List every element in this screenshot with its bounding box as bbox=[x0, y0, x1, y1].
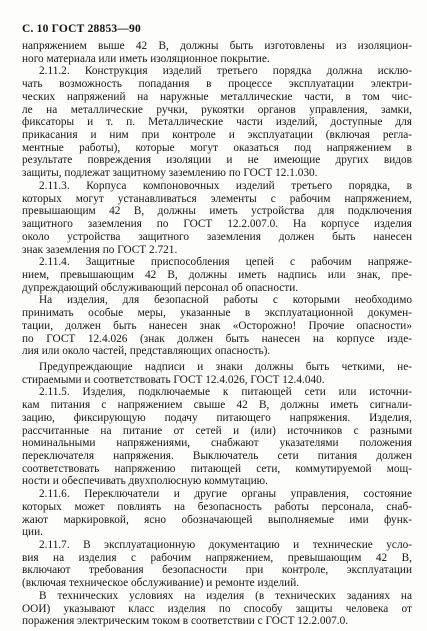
text-line: 2.11.6. Переключатели и другие органы управления, состояние bbox=[39, 488, 412, 501]
text-line: поражения электрическим током в соответствии с ГОСТ 12.2.007.0. bbox=[22, 615, 349, 628]
text-line: лия или около частей, представляющих опасность). bbox=[22, 345, 271, 358]
text-line: стираемыми и соответствовать ГОСТ 12.4.026, ГОСТ 12.4.040. bbox=[22, 373, 325, 386]
text-line: вия на изделия с рабочим напряжением, превышающим 42 В, bbox=[22, 551, 412, 564]
text-line: ции. bbox=[22, 526, 43, 539]
text-line: около устройства защитного заземления должен быть нанесен bbox=[22, 230, 412, 243]
text-line: (включая техническое обслуживание) и ремонте изделий. bbox=[22, 577, 300, 590]
text-line: фиксаторы и т. п. Металлические части изделий, доступные для bbox=[22, 116, 412, 129]
text-line: знак заземления по ГОСТ 2.721. bbox=[22, 243, 178, 256]
text-line: превышающим 42 В, должны иметь устройства для подключения bbox=[22, 205, 412, 218]
text-line: 2.11.4. Защитные приспособления цепей с рабочим напряже- bbox=[39, 256, 412, 269]
text-line: которых может повлиять на безопасность работы персонала, снаб- bbox=[22, 500, 412, 513]
text-line: жают маркировкой, ясно обозначающей выполняемые ими функ- bbox=[22, 513, 412, 526]
text-line: прикасания и ним при контроле и эксплуатации (включая регла- bbox=[22, 129, 412, 142]
text-line: На изделия, для безопасной работы с которыми необходимо bbox=[39, 294, 412, 307]
text-line: тации, должен быть нанесен знак «Осторожно! Прочие опасности» bbox=[22, 319, 412, 332]
text-line: принимать особые меры, указанные в эксплуатационной докумен- bbox=[22, 307, 412, 320]
text-line: ментные работы), которые могут оказаться под напряжением в bbox=[22, 141, 412, 154]
text-line: ле на металлические ручки, рукоятки органов управления, замки, bbox=[22, 103, 412, 116]
text-line: кам питания с напряжением свыше 42 В, должны иметь сигнали- bbox=[22, 399, 412, 412]
text-line: ООИ) указывают класс изделия по способу защиты человека от bbox=[22, 602, 412, 615]
text-line: зацию, фиксирующую подачу питающего напряжения. Изделия, bbox=[22, 411, 412, 424]
text-line: номинальными напряжениями, снабжают указателями положения bbox=[22, 437, 412, 450]
text-line: ческих напряжений на наружные металлические части, в том чис- bbox=[22, 90, 412, 103]
text-line: включают требования безопасности при контроле, эксплуатации bbox=[22, 564, 412, 577]
text-line: рассчитанные на питание от сетей и (или) источников с разными bbox=[22, 424, 412, 437]
text-line: дупреждающий обслуживающий персонал об опасности. bbox=[22, 281, 299, 294]
text-line: Предупреждающие надписи и знаки должны быть четкими, не- bbox=[39, 360, 412, 373]
text-line: результате повреждения изоляции и не имеющие других видов bbox=[22, 154, 412, 167]
page-header: С. 10 ГОСТ 28853—90 bbox=[22, 23, 141, 35]
text-line: 2.11.5. Изделия, подключаемые к питающей сети или источни- bbox=[39, 386, 412, 399]
text-line: ности и обеспечивать двухполюсную коммутацию. bbox=[22, 475, 268, 488]
text-line: напряжением выше 42 В, должны быть изготовлены из изоляцион- bbox=[22, 40, 412, 52]
text-line: соответствовать напряжению питающей сети, коммутируемой мощ- bbox=[22, 462, 412, 475]
text-line: 2.11.3. Корпуса компоновочных изделий третьего порядка, в bbox=[39, 179, 412, 192]
text-line: 2.11.7. В эксплуатационную документацию и технические усло- bbox=[39, 539, 412, 552]
text-line: В технических условиях на изделия (в технических заданиях на bbox=[39, 589, 412, 602]
text-line: по ГОСТ 12.4.026 (знак должен быть нанесен на корпусе изде- bbox=[22, 332, 412, 345]
text-line: чать возможность попадания в процессе эксплуатации электри- bbox=[22, 78, 412, 91]
text-line: защитного заземления по ГОСТ 12.2.007.0. На корпусе изделия bbox=[22, 218, 412, 231]
text-line: 2.11.2. Конструкция изделий третьего порядка должна исклю- bbox=[39, 65, 412, 78]
text-line: нием, превышающим 42 В, должны иметь надпись или знак, пре- bbox=[22, 268, 412, 281]
document-body bbox=[22, 40, 412, 628]
text-line: ного материала или иметь изоляционное покрытие. bbox=[22, 52, 270, 65]
text-line: защиты, подлежат защитному заземлению по ГОСТ 12.1.030. bbox=[22, 167, 318, 180]
text-line: которых могут устанавливаться элементы с рабочим напряжением, bbox=[22, 192, 412, 205]
text-line: переключателя напряжения. Выключатель сети питания должен bbox=[22, 450, 412, 462]
